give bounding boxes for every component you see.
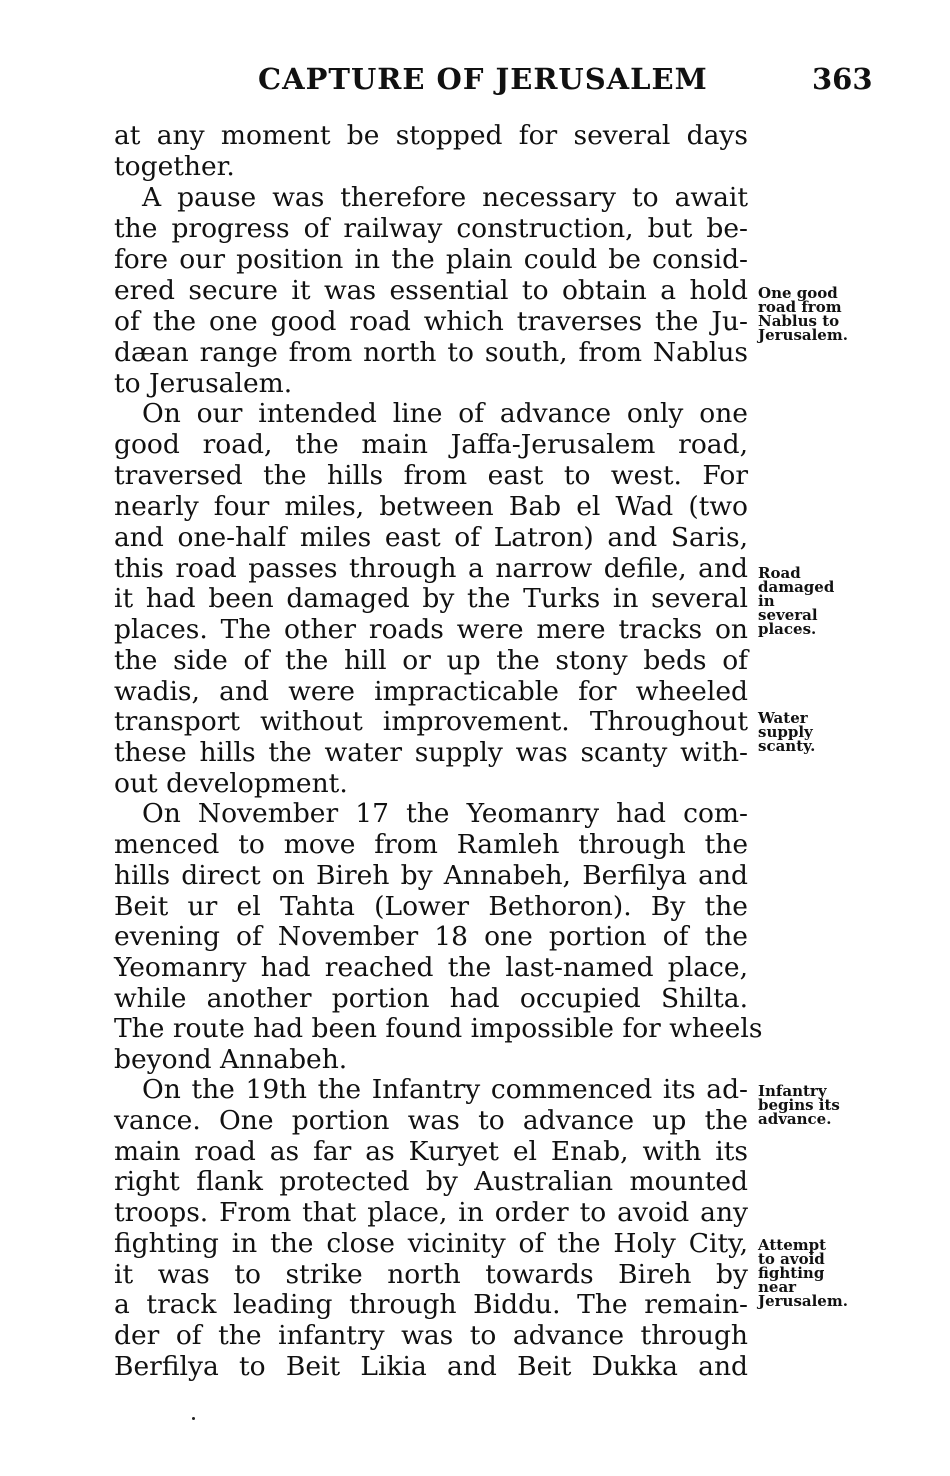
- side-note-line: scanty.: [758, 737, 816, 755]
- print-speck: [192, 1417, 195, 1420]
- side-note-line: begins its: [758, 1096, 840, 1114]
- text-line: troops. From that place, in order to avoid any: [114, 1197, 748, 1228]
- text-line: a track leading through Biddu. The remain-: [114, 1289, 748, 1320]
- text-line: while another portion had occupied Shilta.: [114, 983, 748, 1014]
- side-note-line: Jerusalem.: [758, 1292, 848, 1310]
- text-line: the side of the hill or up the stony beds of: [114, 645, 748, 676]
- text-line: On the 19th the Infantry commenced its ad-: [142, 1074, 748, 1105]
- text-line: together.: [114, 151, 235, 182]
- text-line: to Jerusalem.: [114, 368, 293, 399]
- side-note-line: fighting: [758, 1264, 825, 1282]
- side-note-line: several: [758, 606, 818, 624]
- text-line: and one-half miles east of Latron) and Saris,: [114, 522, 748, 553]
- side-note-line: to avoid: [758, 1250, 825, 1268]
- side-note-nablus-road: [758, 286, 938, 342]
- side-note-infantry-advance: [758, 1084, 938, 1126]
- side-note-line: damaged: [758, 578, 835, 596]
- side-note-line: Nablus to: [758, 312, 840, 330]
- text-line: right flank protected by Australian mounted: [114, 1166, 748, 1197]
- running-title: CAPTURE OF JERUSALEM: [258, 62, 708, 96]
- text-line: On our intended line of advance only one: [142, 398, 748, 429]
- text-line: places. The other roads were mere tracks on: [114, 614, 748, 645]
- text-line: vance. One portion was to advance up the: [114, 1105, 748, 1136]
- side-note-line: supply: [758, 723, 813, 741]
- text-line: fighting in the close vicinity of the Holy City,: [114, 1228, 748, 1259]
- side-note-line: Attempt: [758, 1236, 827, 1254]
- text-line: at any moment be stopped for several days: [114, 120, 748, 151]
- side-note-road-damaged: [758, 566, 938, 636]
- side-note-line: road from: [758, 298, 842, 316]
- text-line: good road, the main Jaffa-Jerusalem road,: [114, 429, 748, 460]
- text-line: main road as far as Kuryet el Enab, with its: [114, 1136, 748, 1167]
- side-note-line: in: [758, 592, 775, 610]
- text-line: ered secure it was essential to obtain a hold: [114, 275, 748, 306]
- text-line: Berfilya to Beit Likia and Beit Dukka and: [114, 1351, 748, 1382]
- text-line: wadis, and were impracticable for wheeled: [114, 676, 748, 707]
- side-note-water-supply: [758, 711, 938, 753]
- side-note-line: Jerusalem.: [758, 326, 848, 344]
- text-line: fore our position in the plain could be consid-: [114, 244, 748, 275]
- text-line: Yeomanry had reached the last-named place,: [114, 952, 748, 983]
- side-note-line: Road: [758, 564, 801, 582]
- text-line: of the one good road which traverses the Ju-: [114, 306, 748, 337]
- text-line: transport without improvement. Throughout: [114, 706, 748, 737]
- page-number: 363: [812, 62, 873, 96]
- text-line: nearly four miles, between Bab el Wad (two: [114, 491, 748, 522]
- text-line: Beit ur el Tahta (Lower Bethoron). By the: [114, 891, 748, 922]
- text-line: it was to strike north towards Bireh by: [114, 1259, 748, 1290]
- text-line: A pause was therefore necessary to await: [142, 182, 748, 213]
- text-line: On November 17 the Yeomanry had com-: [142, 798, 748, 829]
- side-note-line: Water: [758, 709, 808, 727]
- side-note-line: advance.: [758, 1110, 832, 1128]
- text-line: menced to move from Ramleh through the: [114, 829, 748, 860]
- side-note-avoid-fighting: [758, 1238, 938, 1308]
- text-line: out development.: [114, 768, 348, 799]
- text-line: traversed the hills from east to west. For: [114, 460, 748, 491]
- text-line: it had been damaged by the Turks in several: [114, 583, 748, 614]
- text-line: beyond Annabeh.: [114, 1044, 348, 1075]
- text-line: dæan range from north to south, from Nablus: [114, 337, 748, 368]
- text-line: the progress of railway construction, but be-: [114, 213, 748, 244]
- text-line: evening of November 18 one portion of the: [114, 921, 748, 952]
- side-note-line: One good: [758, 284, 838, 302]
- text-line: der of the infantry was to advance through: [114, 1320, 748, 1351]
- side-note-line: near: [758, 1278, 797, 1296]
- side-note-line: places.: [758, 620, 817, 638]
- text-line: this road passes through a narrow defile, and: [114, 553, 748, 584]
- side-note-line: Infantry: [758, 1082, 827, 1100]
- text-line: hills direct on Bireh by Annabeh, Berfilya and: [114, 860, 748, 891]
- text-line: these hills the water supply was scanty with-: [114, 737, 748, 768]
- text-line: The route had been found impossible for wheels: [114, 1013, 763, 1044]
